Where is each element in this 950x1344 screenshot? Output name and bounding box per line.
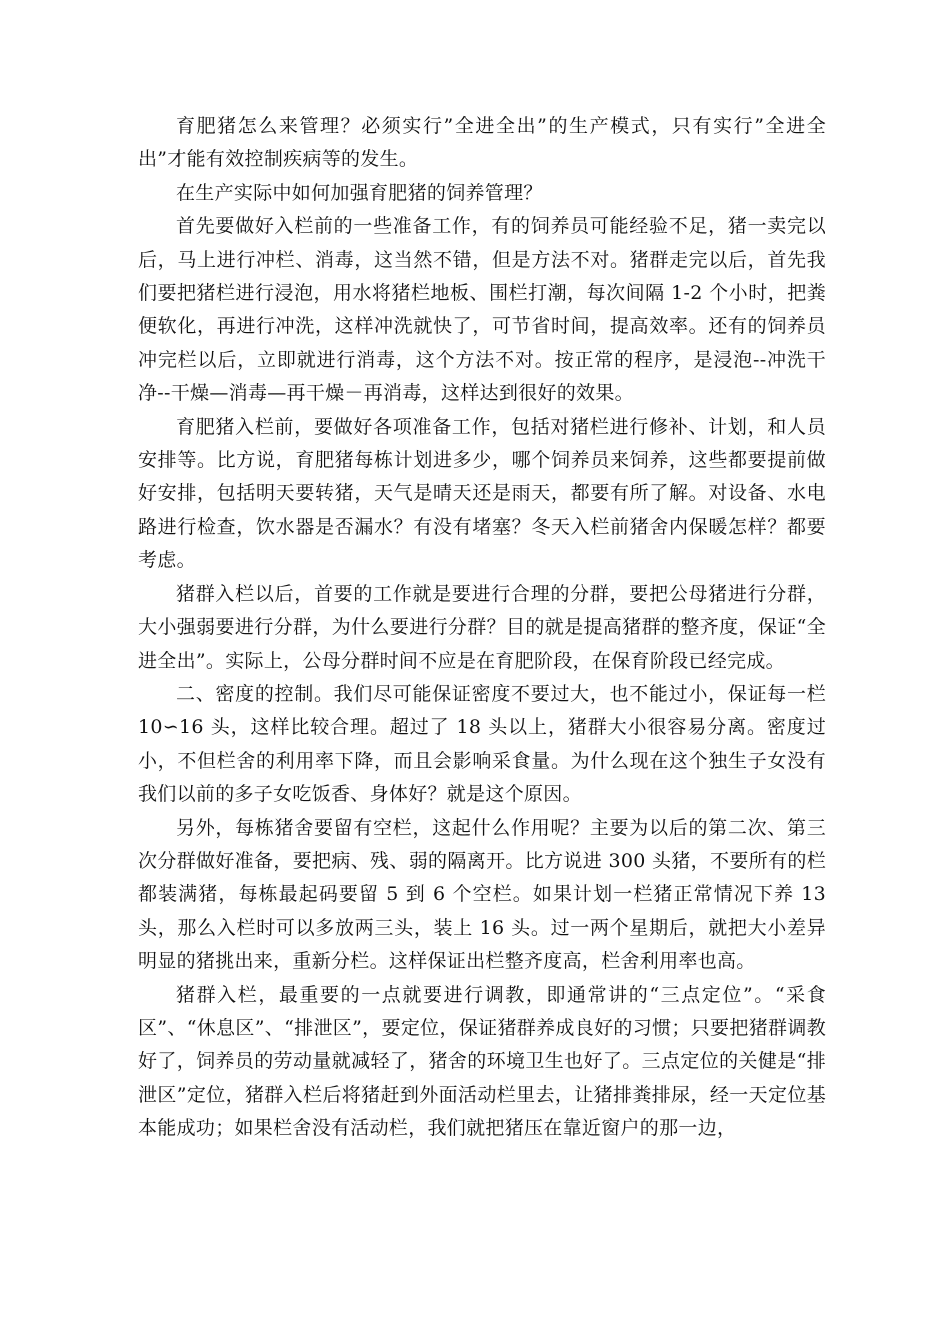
paragraph-pre-entry: 育肥猪入栏前，要做好各项准备工作，包括对猪栏进行修补、计划，和人员安排等。比方说，育肥猪每栋计划进多少，哪个饲养员来饲养，这些都要提前做好安排，包括明天要转猪，天气是晴天还是雨天，都要有所了解。对设备、水电路进行检查，饮水器是否漏水？有没有堵塞？冬天入栏前猪舍内保暖怎样？都要考虑。 [138, 415, 826, 572]
paragraph-preparation: 首先要做好入栏前的一些准备工作，有的饲养员可能经验不足，猪一卖完以后，马上进行冲栏、消毒，这当然不错，但是方法不对。猪群走完以后，首先我们要把猪栏进行浸泡，用水将猪栏地板、围栏打潮，每次间隔 1-2 个小时，把粪便软化，再进行冲洗，这样冲洗就快了，可节省时间，提高效率。还有的饲养员冲完栏以后，立即就进行消毒，这个方法不对。按正常的程序，是浸泡--冲洗干净--干燥—消毒—再干燥－再消毒，这样达到很好的效果。 [138, 215, 826, 405]
paragraph-training: 猪群入栏，最重要的一点就要进行调教，即通常讲的“三点定位”。“采食区”、“休息区”、“排泄区”，要定位，保证猪群养成良好的习惯；只要把猪群调教好了，饲养员的劳动量就减轻了，猪舍的环境卫生也好了。三点定位的关健是“排泄区”定位，猪群入栏后将猪赶到外面活动栏里去，让猪排粪排尿，经一天定位基本能成功；如果栏舍没有活动栏，我们就把猪压在靠近窗户的那一边， [138, 983, 826, 1140]
paragraph-empty-pens: 另外，每栋猪舍要留有空栏，这起什么作用呢？主要为以后的第二次、第三次分群做好准备，要把病、残、弱的隔离开。比方说进 300 头猪，不要所有的栏都装满猪，每栋最起码要留 5 到 6 个空栏。如果计划一栏猪正常情况下养 13 头，那么入栏时可以多放两三头，装上 16 头。过一两个星期后，就把大小差异明显的猪挑出来，重新分栏。这样保证出栏整齐度高，栏舍利用率也高。 [138, 816, 826, 973]
paragraph-density: 二、密度的控制。我们尽可能保证密度不要过大，也不能过小，保证每一栏 10∽16 头，这样比较合理。超过了 18 头以上，猪群大小很容易分离。密度过小，不但栏舍的利用率下降，而且会影响采食量。为什么现在这个独生子女没有我们以前的多子女吃饭香、身体好？就是这个原因。 [138, 682, 826, 806]
paragraph-question: 在生产实际中如何加强育肥猪的饲养管理？ [176, 181, 543, 204]
paragraph-intro: 育肥猪怎么来管理？必须实行”全进全出”的生产模式，只有实行”全进全出”才能有效控制疾病等的发生。 [138, 115, 826, 171]
paragraph-grouping: 猪群入栏以后，首要的工作就是要进行合理的分群，要把公母猪进行分群，大小强弱要进行分群，为什么要进行分群？目的就是提高猪群的整齐度，保证“全进全出”。实际上，公母分群时间不应是在育肥阶段，在保育阶段已经完成。 [138, 582, 826, 672]
document-body [138, 110, 826, 1146]
